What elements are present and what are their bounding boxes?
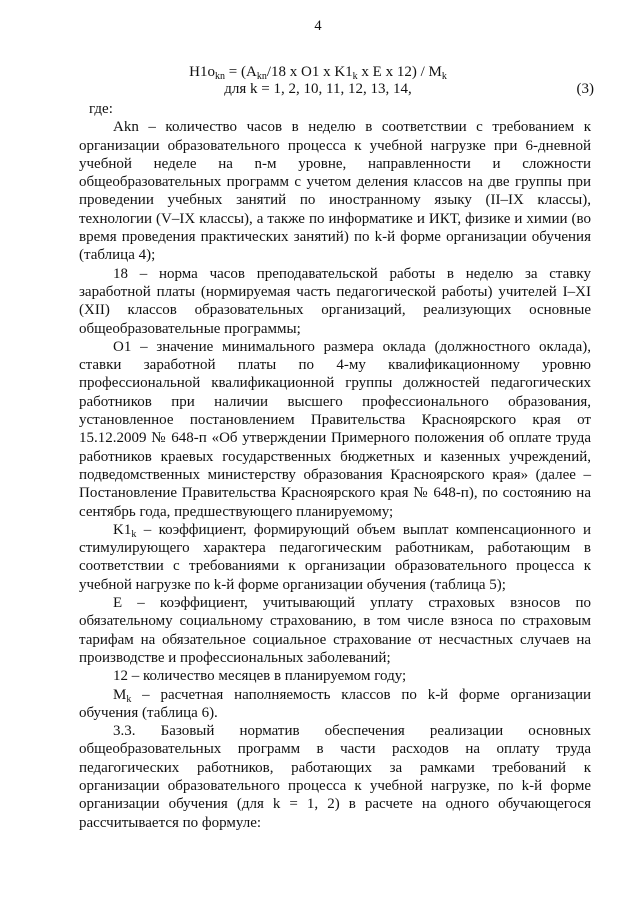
paragraph-mk [79,686,591,723]
mk-subscript: k [126,693,132,705]
paragraph-18: 18 – норма часов преподавательской работы в неделю за ставку заработной платы (нормируемая часть педагогической работы) учителей I–XI (XII) классов образовательных организаций, реализующих основные общеобразовательные программы; [79,265,591,337]
paragraph-12: 12 – количество месяцев в планируемом году; [113,668,407,685]
formula-part-end: х E х 12) / M [357,64,442,80]
formula-number: (3) [576,81,594,97]
formula-part-mid: /18 х О1 х K1 [266,64,353,80]
paragraph-akn: Akn – количество часов в неделю в соответствии с требованием к организации образовательного процесса к учебной нагрузке при 6-дневной учебной неделе на n-м уровне, направленности и сложности общеобразовательных программ с учетом деления классов на две группы при проведении учебных занятий по иностранному языку (II–IX классы), технологии (V–IX классы), а также по информатике и ИКТ, физике и химии (во время проведения практических занятий) по k-й форме организации обучения (таблица 4); [79,119,591,264]
paragraph-3-3: 3.3. Базовый норматив обеспечения реализации основных общеобразовательных программ в части расходов на оплату труда педагогических работников, работающих за рамками требований к организации образовательного процесса к учебной нагрузке, по k-й форме организации обучения (для k = 1, 2) в расчете на одного обучающегося рассчитывается по формуле: [79,723,591,831]
formula-subscript-k1: k [352,71,358,82]
k1k-text: – коэффициент, формирующий объем выплат компенсационного и стимулирующего характера педагогическим работникам, работающим в соответствии с требованиями к организации образовательного процесса к учебной нагрузке по k-й форме организации обучения (таблица 5); [79,521,591,593]
where-label: где: [89,101,113,117]
formula-subscript-kn: kn [256,71,267,82]
formula-lhs: Н1о [189,64,216,80]
mk-text: – расчетная наполняемость классов по k-й форме организации обучения (таблица 6). [79,686,591,721]
formula-line-1 [0,64,636,81]
formula-subscript-mk: k [441,71,447,82]
formula-lhs-subscript: kn [215,71,226,82]
formula-part-a: = (A [225,64,257,80]
mk-symbol: M [113,686,127,703]
page-number: 4 [314,18,322,34]
k1k-symbol: K1 [113,521,132,538]
formula-line-2: для k = 1, 2, 10, 11, 12, 13, 14, [224,81,412,97]
k1k-subscript: k [131,528,137,540]
paragraph-e: E – коэффициент, учитывающий уплату страховых взносов по обязательному социальному страхованию, в том числе взноса по страховым тарифам на обязательное социальное страхование от несчастных случаев на производстве и профессиональных заболеваний; [79,595,591,666]
document-body [79,100,591,832]
paragraph-k1k [79,521,591,594]
paragraph-o1: О1 – значение минимального размера оклада (должностного оклада), ставки заработной платы по 4-му квалификационному уровню профессиональной квалификационной группы должностей педагогических работников при наличии высшего профессионального образования, установленное постановлением Правительства Красноярского края от 15.12.2009 № 648-п «Об утверждении Примерного положения об оплате труда работников краевых государственных бюджетных и казенных учреждений, подведомственных министерству образования Красноярского края» (далее – Постановление Правительства Красноярского края № 648-п), по состоянию на сентябрь года, предшествующего планируемому; [79,338,591,520]
